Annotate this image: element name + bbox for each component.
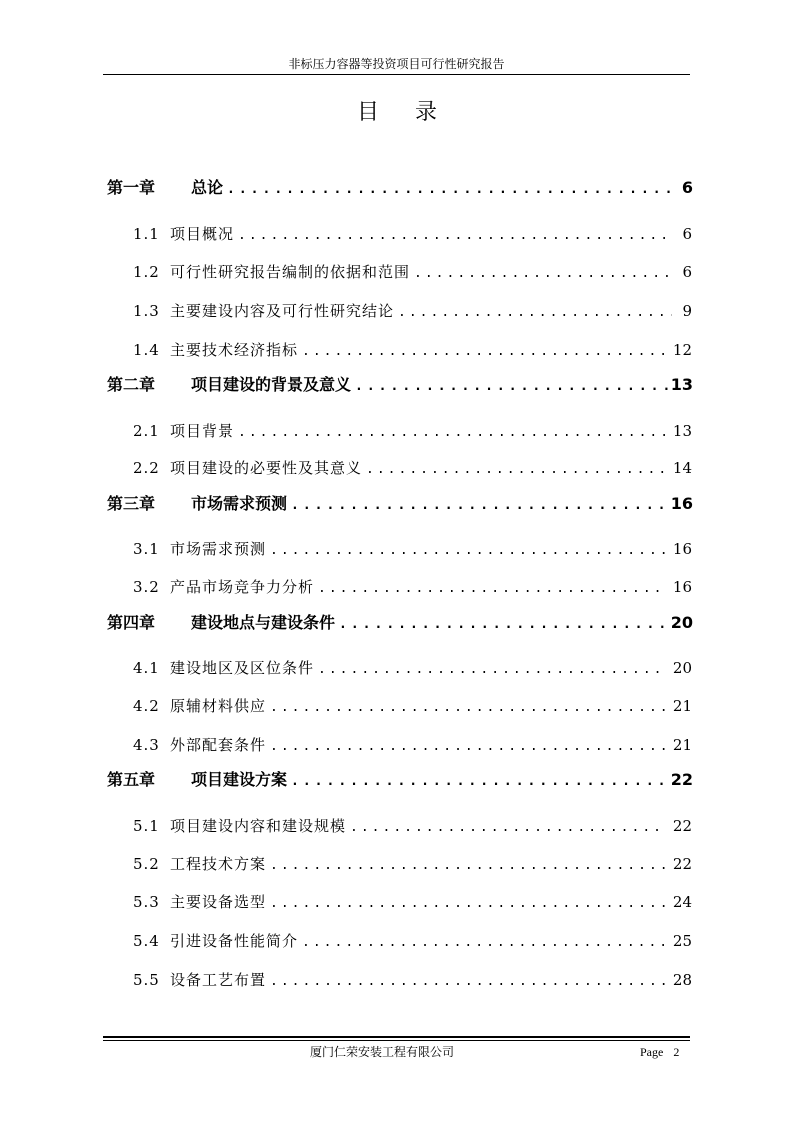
toc-section-entry[interactable] <box>133 575 692 601</box>
toc-entry-number: 4.1 <box>133 659 160 677</box>
toc-entry-title: 主要技术经济指标 <box>170 341 299 359</box>
toc-dot-leader <box>302 931 667 955</box>
toc-entry-title: 产品市场竞争力分析 <box>170 578 315 596</box>
toc-section-entry[interactable] <box>133 222 692 248</box>
toc-entry-number: 5.2 <box>133 855 160 873</box>
toc-entry-number: 第五章 <box>107 770 156 789</box>
toc-entry-title: 设备工艺布置 <box>170 971 267 989</box>
toc-entry-title: 市场需求预测 <box>170 540 267 558</box>
toc-entry-title: 主要建设内容及可行性研究结论 <box>170 302 395 320</box>
toc-section-entry[interactable] <box>133 656 692 682</box>
toc-entry-page: 13 <box>672 422 692 440</box>
toc-entry-title: 主要设备选型 <box>170 893 267 911</box>
footer-rule-thick <box>103 1036 690 1038</box>
toc-entry-page: 22 <box>672 855 692 873</box>
toc-entry-number: 第四章 <box>107 613 156 632</box>
toc-entry-page: 20 <box>672 659 692 677</box>
toc-dot-leader <box>339 613 669 637</box>
toc-entry-number: 3.2 <box>133 578 160 596</box>
footer-rule-thin <box>103 1040 690 1041</box>
toc-entry-page: 6 <box>682 225 692 243</box>
toc-entry-number: 5.4 <box>133 932 160 950</box>
toc-entry-number: 1.2 <box>133 263 160 281</box>
toc-entry-title: 项目建设内容和建设规模 <box>170 817 347 835</box>
toc-chapter-entry[interactable] <box>107 373 693 399</box>
toc-dot-leader <box>355 375 669 399</box>
header-rule <box>103 74 690 75</box>
toc-section-entry[interactable] <box>133 456 692 482</box>
toc-entry-number: 5.1 <box>133 817 160 835</box>
toc-section-entry[interactable] <box>133 852 692 878</box>
toc-chapter-entry[interactable] <box>107 176 693 202</box>
toc-dot-leader <box>366 458 667 482</box>
toc-entry-page: 16 <box>672 540 692 558</box>
toc-section-entry[interactable] <box>133 814 692 840</box>
toc-entry-number: 2.1 <box>133 422 160 440</box>
toc-dot-leader <box>270 892 667 916</box>
toc-entry-number: 4.2 <box>133 697 160 715</box>
footer-company: 厦门仁荣安装工程有限公司 <box>310 1045 455 1059</box>
toc-entry-number: 4.3 <box>133 736 160 754</box>
toc-entry-title: 工程技术方案 <box>170 855 267 873</box>
footer-page-label: Page <box>640 1045 664 1059</box>
toc-dot-leader <box>270 854 667 878</box>
toc-dot-leader <box>318 577 667 601</box>
toc-dot-leader <box>270 735 667 759</box>
toc-entry-number: 1.4 <box>133 341 160 359</box>
toc-entry-title: 原辅材料供应 <box>170 697 267 715</box>
toc-entry-title: 建设地区及区位条件 <box>170 659 315 677</box>
toc-section-entry[interactable] <box>133 733 692 759</box>
toc-chapter-entry[interactable] <box>107 611 693 637</box>
toc-entry-page: 13 <box>670 375 693 394</box>
toc-title: 目录 <box>356 100 473 125</box>
toc-dot-leader <box>270 696 667 720</box>
toc-section-entry[interactable] <box>133 260 692 286</box>
toc-chapter-entry[interactable] <box>107 492 693 518</box>
toc-section-entry[interactable] <box>133 929 692 955</box>
toc-entry-number: 5.5 <box>133 971 160 989</box>
toc-dot-leader <box>238 421 667 445</box>
toc-entry-page: 22 <box>670 770 693 789</box>
toc-entry-number: 第一章 <box>107 178 156 197</box>
toc-section-entry[interactable] <box>133 338 692 364</box>
toc-entry-page: 9 <box>682 302 692 320</box>
toc-section-entry[interactable] <box>133 968 692 994</box>
toc-dot-leader <box>270 539 667 563</box>
toc-entry-page: 24 <box>672 893 692 911</box>
toc-dot-leader <box>270 970 667 994</box>
running-header-title: 非标压力容器等投资项目可行性研究报告 <box>288 57 505 71</box>
toc-entry-title: 引进设备性能简介 <box>170 932 299 950</box>
toc-entry-title: 建设地点与建设条件 <box>191 613 336 632</box>
toc-entry-page: 12 <box>672 341 692 359</box>
toc-entry-title: 总论 <box>191 178 224 197</box>
toc-entry-page: 20 <box>670 613 693 632</box>
toc-entry-number: 1.1 <box>133 225 160 243</box>
toc-dot-leader <box>291 494 669 518</box>
toc-section-entry[interactable] <box>133 694 692 720</box>
toc-dot-leader <box>414 262 672 286</box>
toc-entry-page: 21 <box>672 736 692 754</box>
toc-entry-title: 项目建设方案 <box>191 770 288 789</box>
toc-entry-page: 25 <box>672 932 692 950</box>
toc-entry-number: 3.1 <box>133 540 160 558</box>
toc-entry-page: 21 <box>672 697 692 715</box>
toc-section-entry[interactable] <box>133 419 692 445</box>
toc-dot-leader <box>318 658 667 682</box>
toc-section-entry[interactable] <box>133 537 692 563</box>
footer-page-number <box>640 1044 679 1060</box>
toc-entry-page: 16 <box>672 578 692 596</box>
toc-entry-title: 项目建设的背景及意义 <box>191 375 352 394</box>
toc-entry-page: 16 <box>670 494 693 513</box>
toc-dot-leader <box>291 770 669 794</box>
toc-entry-title: 项目建设的必要性及其意义 <box>170 459 363 477</box>
toc-section-entry[interactable] <box>133 299 692 325</box>
toc-entry-page: 22 <box>672 817 692 835</box>
toc-entry-number: 2.2 <box>133 459 160 477</box>
toc-entry-number: 1.3 <box>133 302 160 320</box>
footer-page-value: 2 <box>673 1045 680 1059</box>
toc-entry-page: 14 <box>672 459 692 477</box>
toc-section-entry[interactable] <box>133 890 692 916</box>
toc-entry-number: 第三章 <box>107 494 156 513</box>
toc-entry-number: 第二章 <box>107 375 156 394</box>
toc-entry-title: 项目背景 <box>170 422 235 440</box>
toc-entry-title: 市场需求预测 <box>191 494 288 513</box>
toc-dot-leader <box>350 816 667 840</box>
toc-dot-leader <box>398 301 672 325</box>
toc-entry-page: 6 <box>681 178 693 197</box>
toc-entry-number: 5.3 <box>133 893 160 911</box>
toc-dot-leader <box>302 340 667 364</box>
toc-dot-leader <box>227 178 677 202</box>
toc-entry-title: 外部配套条件 <box>170 736 267 754</box>
toc-entry-page: 28 <box>672 971 692 989</box>
toc-entry-title: 项目概况 <box>170 225 235 243</box>
toc-chapter-entry[interactable] <box>107 768 693 794</box>
toc-entry-page: 6 <box>682 263 692 281</box>
toc-dot-leader <box>238 224 672 248</box>
toc-entry-title: 可行性研究报告编制的依据和范围 <box>170 263 411 281</box>
